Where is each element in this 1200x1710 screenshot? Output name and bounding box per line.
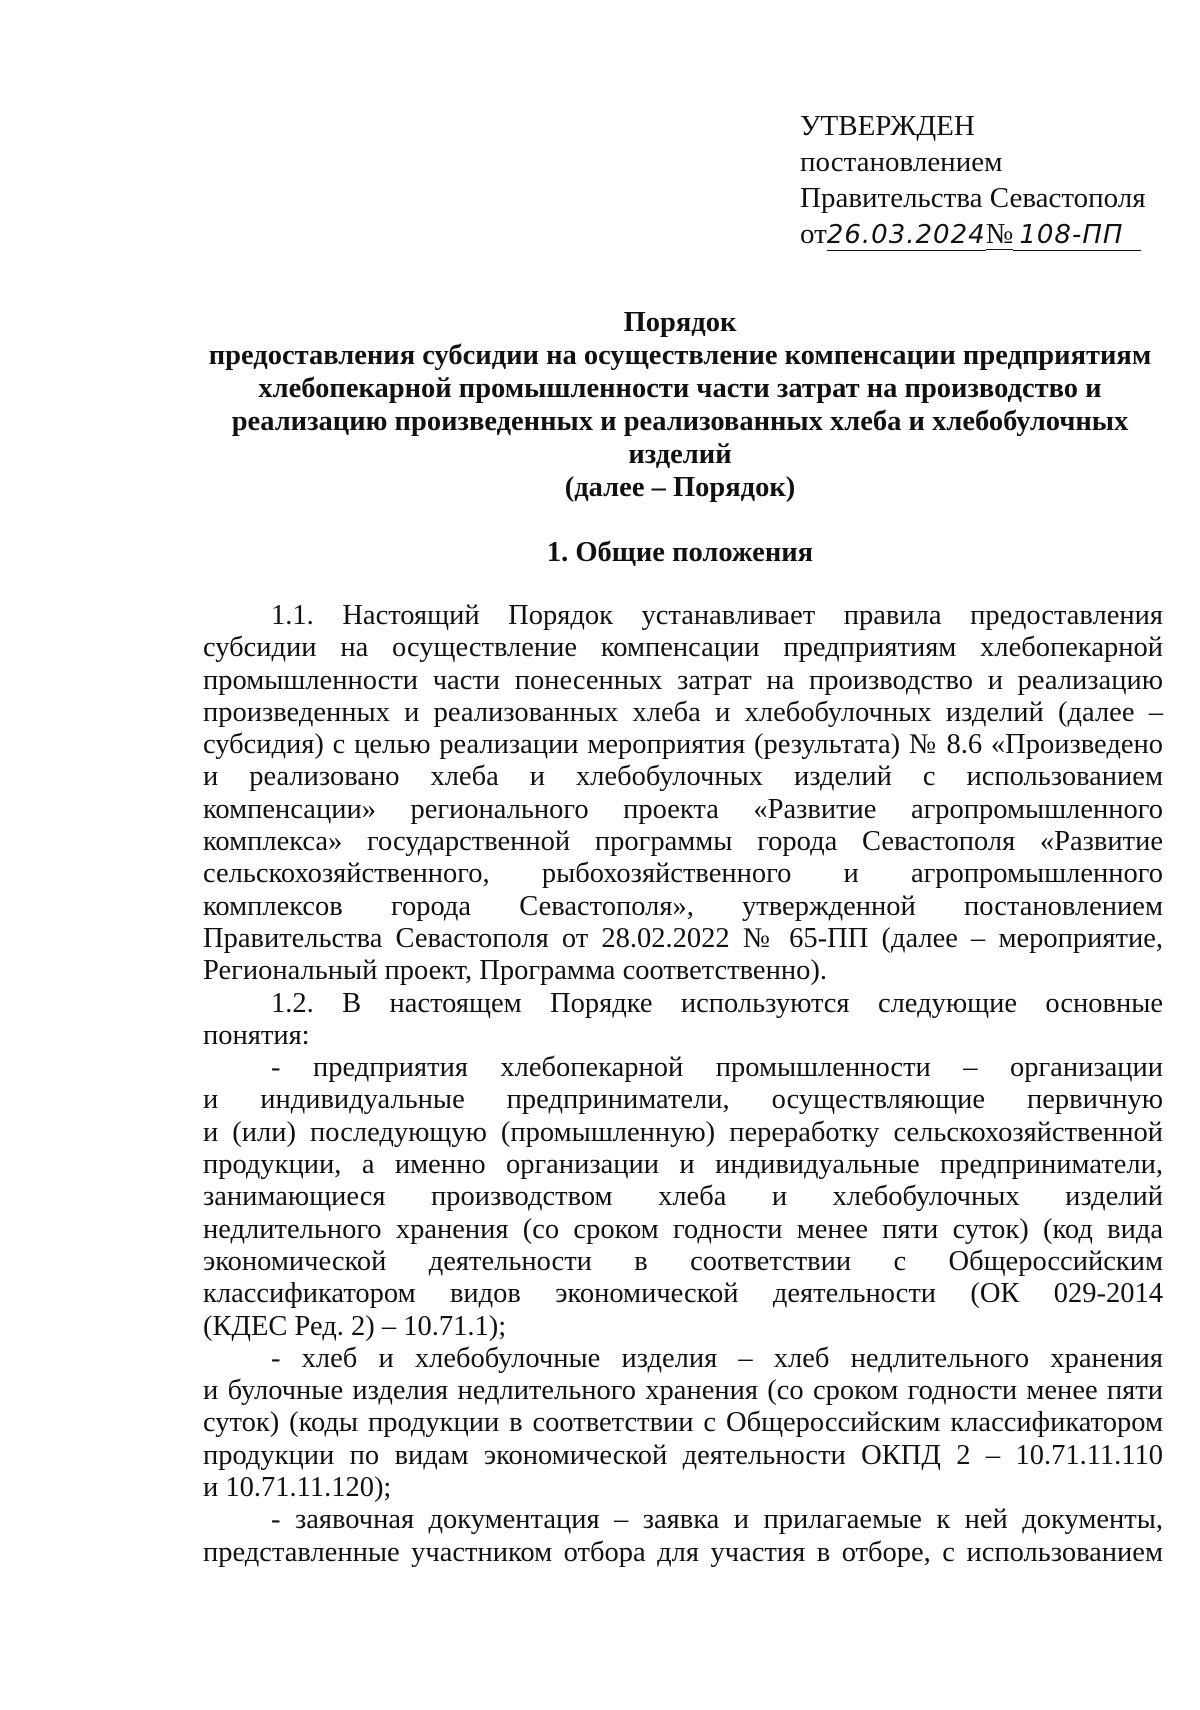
- body-line: субсидии на осуществление компенсации предприятиям хлебопекарной: [203, 632, 1163, 664]
- section-heading: 1. Общие положения: [546, 537, 814, 568]
- body-line: недлительного хранения (со сроком годности менее пяти суток) (код вида: [203, 1213, 1163, 1245]
- body-line: продукции, а именно организации и индивидуальные предприниматели,: [203, 1149, 1163, 1181]
- approval-number-sign: №: [985, 218, 1014, 250]
- approval-date-line: [800, 216, 1146, 252]
- body-line: Правительства Севастополя от 28.02.2022 № 65-ПП (далее – мероприятие,: [203, 922, 1163, 954]
- body-line: понятия:: [203, 1019, 310, 1051]
- body-line: субсидия) с целью реализации мероприятия (результата) № 8.6 «Произведено: [203, 729, 1163, 761]
- body-line: занимающиеся производством хлеба и хлебобулочных изделий: [203, 1181, 1163, 1213]
- body-line: - хлеб и хлебобулочные изделия – хлеб недлительного хранения: [271, 1342, 1163, 1374]
- approval-line-1: постановлением: [800, 146, 1003, 178]
- body-line: экономической деятельности в соответствии с Общероссийским: [203, 1245, 1163, 1277]
- body-line: представленные участником отбора для участия в отборе, с использованием: [203, 1536, 1163, 1568]
- title-line-1: Порядок: [623, 307, 737, 338]
- title-line-6: (далее – Порядок): [564, 472, 796, 503]
- body-line: комплекса» государственной программы города Севастополя «Развитие: [203, 826, 1163, 858]
- approval-block: [800, 108, 1146, 252]
- body-line: суток) (коды продукции в соответствии с Общероссийским классификатором: [203, 1407, 1163, 1439]
- title-line-4: реализацию произведенных и реализованных хлеба и хлебобулочных: [231, 406, 1129, 437]
- body-line: и булочные изделия недлительного хранения (со сроком годности менее пяти: [203, 1375, 1163, 1407]
- approval-line-2: Правительства Севастополя: [800, 182, 1146, 214]
- body-line: - заявочная документация – заявка и прилагаемые к ней документы,: [271, 1504, 1163, 1536]
- body-line: сельскохозяйственного, рыбохозяйственного и агропромышленного: [203, 858, 1163, 890]
- body-line: и индивидуальные предприниматели, осуществляющие первичную: [203, 1084, 1163, 1116]
- document-body: [203, 600, 1163, 1569]
- body-line: 1.1. Настоящий Порядок устанавливает правила предоставления: [271, 600, 1163, 631]
- body-line: компенсации» регионального проекта «Развитие агропромышленного: [203, 793, 1163, 825]
- approval-number: 108-ПП: [1013, 220, 1141, 251]
- body-line: и реализовано хлеба и хлебобулочных изделий с использованием: [203, 761, 1163, 793]
- body-line: (КДЕС Ред. 2) – 10.71.1);: [203, 1310, 507, 1342]
- body-line: классификатором видов экономической деятельности (ОК 029-2014: [203, 1278, 1163, 1310]
- title-line-5: изделий: [628, 439, 732, 470]
- body-line: 1.2. В настоящем Порядке используются следующие основные: [271, 987, 1163, 1019]
- document-title: [200, 306, 1160, 504]
- body-line: Региональный проект, Программа соответственно).: [203, 955, 827, 987]
- body-line: - предприятия хлебопекарной промышленности – организации: [271, 1052, 1163, 1084]
- approval-title: УТВЕРЖДЕН: [800, 110, 975, 142]
- approval-from-prefix: от: [800, 218, 827, 250]
- body-line: произведенных и реализованных хлеба и хлебобулочных изделий (далее –: [203, 696, 1163, 728]
- body-line: и 10.71.11.120);: [203, 1472, 392, 1504]
- approval-date: 26.03.2024: [826, 220, 986, 250]
- body-line: и (или) последующую (промышленную) переработку сельскохозяйственной: [203, 1116, 1163, 1148]
- body-line: промышленности части понесенных затрат на производство и реализацию: [203, 664, 1163, 696]
- title-line-2: предоставления субсидии на осуществление компенсации предприятиям: [208, 340, 1152, 371]
- body-line: комплексов города Севастополя», утвержденной постановлением: [203, 890, 1163, 922]
- title-line-3: хлебопекарной промышленности части затрат на производство и: [258, 373, 1102, 404]
- body-line: продукции по видам экономической деятельности ОКПД 2 – 10.71.11.110: [203, 1439, 1163, 1471]
